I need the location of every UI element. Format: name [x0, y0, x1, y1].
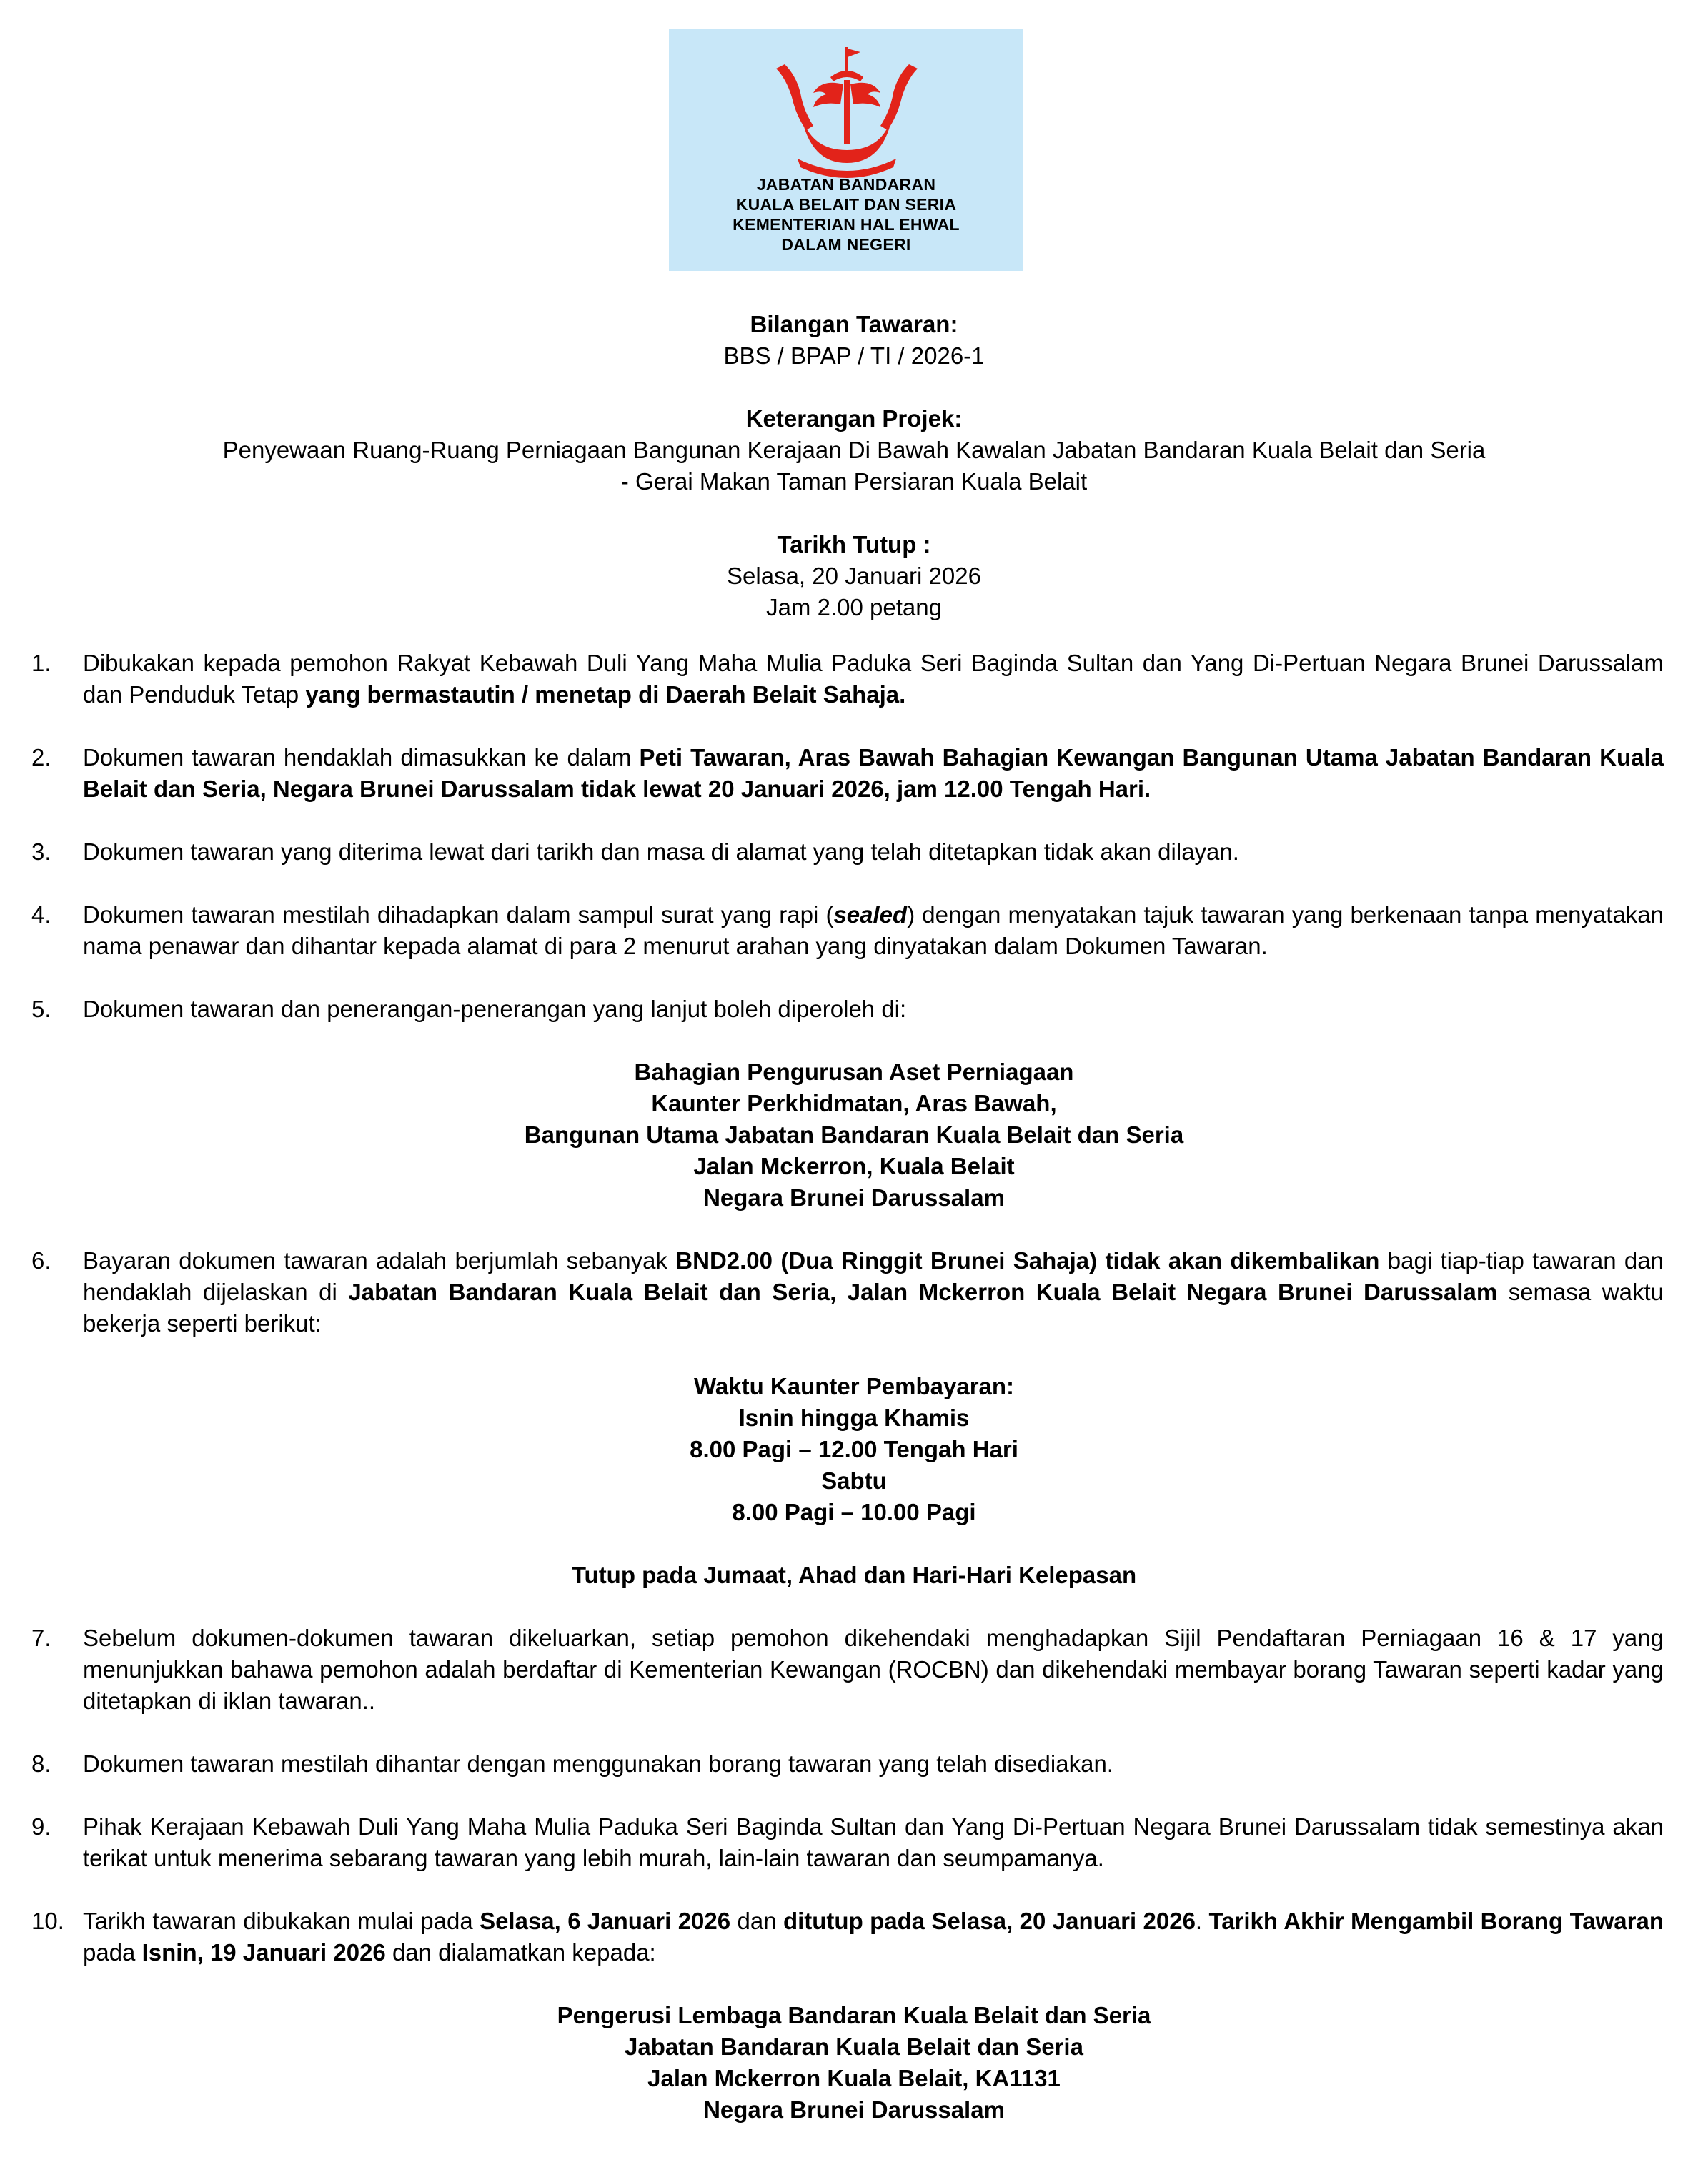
bold-text: Selasa, 6 Januari 2026 — [480, 1908, 731, 1934]
clause-number: 9. — [31, 1813, 51, 1840]
text: Dibukakan kepada pemohon Rakyat Kebawah Duli Yang Maha Mulia Paduka Seri Baginda Sultan dan Yang Di-Pertuan Negara Brunei Darussalam dan Penduduk Tetap — [83, 650, 1664, 708]
tender-number-label: Bilangan Tawaran: — [750, 311, 958, 337]
clause-text: Pihak Kerajaan Kebawah Duli Yang Maha Mulia Paduka Seri Baginda Sultan dan Yang Di-Pertuan Negara Brunei Darussalam tidak semestinya akan terikat untuk menerima sebarang tawaran yang lebih murah, lain-lain tawaran dan seumpamanya. — [83, 1813, 1664, 1871]
clause-number: 3. — [31, 838, 51, 865]
clause-text: Dokumen tawaran mestilah dihantar dengan menggunakan borang tawaran yang telah disediakan. — [83, 1750, 1113, 1777]
text: . — [1195, 1908, 1209, 1934]
info-address-block — [0, 1056, 1708, 1214]
logo-line: KEMENTERIAN HAL EHWAL — [733, 215, 960, 234]
text: ) dengan menyatakan tajuk tawaran yang berkenaan tanpa menyatakan nama penawar dan dihantar kepada alamat di para 2 menurut arahan yang dinyatakan dalam Dokumen Tawaran. — [83, 901, 1664, 959]
clause-list — [0, 648, 1708, 2157]
clause-number: 10. — [31, 1908, 64, 1934]
clause-text: Sebelum dokumen-dokumen tawaran dikeluarkan, setiap pemohon dikehendaki menghadapkan Sijil Pendaftaran Perniagaan 16 & 17 yang menunjukkan bahawa pemohon adalah berdaftar di Kementerian Kewangan (ROCBN) dan dikehendaki membayar borang Tawaran seperti kadar yang ditetapkan di iklan tawaran.. — [83, 1625, 1664, 1714]
clause-text — [83, 742, 1664, 805]
clause-text — [83, 899, 1664, 962]
bold-italic-text: sealed — [833, 901, 908, 928]
closed-days-note: Tutup pada Jumaat, Ahad dan Hari-Hari Kelepasan — [571, 1562, 1137, 1588]
clause-number: 5. — [31, 996, 51, 1022]
text: Dokumen tawaran mestilah dihadapkan dalam sampul surat yang rapi ( — [83, 901, 834, 928]
text: dan — [730, 1908, 783, 1934]
clause-text — [83, 1906, 1664, 1968]
address-line: Jabatan Bandaran Kuala Belait dan Seria — [625, 2033, 1083, 2060]
clause-5 — [0, 994, 1708, 1025]
closing-date-label: Tarikh Tutup : — [777, 531, 931, 558]
address-line: Bahagian Pengurusan Aset Perniagaan — [634, 1059, 1074, 1085]
bold-text: Jabatan Bandaran Kuala Belait dan Seria, Jalan Mckerron Kuala Belait Negara Brunei Darussalam — [348, 1279, 1498, 1305]
clause-number: 6. — [31, 1247, 51, 1274]
clause-number: 4. — [31, 901, 51, 928]
address-line: Bangunan Utama Jabatan Bandaran Kuala Belait dan Seria — [524, 1121, 1184, 1148]
clause-number: 2. — [31, 744, 51, 771]
clause-9 — [0, 1811, 1708, 1874]
address-line: Kaunter Perkhidmatan, Aras Bawah, — [651, 1090, 1057, 1116]
clause-number: 1. — [31, 650, 51, 676]
address-line: Negara Brunei Darussalam — [703, 2096, 1005, 2123]
bold-text: Isnin, 19 Januari 2026 — [141, 1939, 386, 1966]
clause-7 — [0, 1622, 1708, 1717]
logo-line: DALAM NEGERI — [781, 235, 911, 254]
closing-date: Selasa, 20 Januari 2026 — [727, 563, 981, 589]
hours-line: Isnin hingga Khamis — [738, 1404, 970, 1431]
clause-text — [83, 1245, 1664, 1339]
clause-2 — [0, 742, 1708, 805]
hours-line: 8.00 Pagi – 10.00 Pagi — [732, 1499, 976, 1525]
logo-line: KUALA BELAIT DAN SERIA — [735, 195, 957, 214]
department-logo — [669, 29, 1023, 271]
notice-header — [0, 309, 1708, 623]
brunei-crest-icon — [772, 43, 922, 179]
text: semasa waktu bekerja seperti berikut: — [83, 1279, 1664, 1337]
hours-line: 8.00 Pagi – 12.00 Tengah Hari — [690, 1436, 1018, 1462]
hours-line: Waktu Kaunter Pembayaran: — [693, 1373, 1015, 1399]
address-line: Negara Brunei Darussalam — [703, 1184, 1005, 1211]
address-line: Pengerusi Lembaga Bandaran Kuala Belait dan Seria — [557, 2002, 1151, 2028]
recipient-address-block — [0, 2000, 1708, 2126]
clause-1 — [0, 648, 1708, 710]
clause-10 — [0, 1906, 1708, 1968]
clause-number: 8. — [31, 1750, 51, 1777]
clause-4 — [0, 899, 1708, 962]
text: bagi tiap-tiap tawaran dan hendaklah dijelaskan di — [83, 1247, 1664, 1305]
bold-text: yang bermastautin / menetap di Daerah Belait Sahaja. — [305, 681, 906, 708]
payment-hours-block — [0, 1371, 1708, 1528]
closing-time: Jam 2.00 petang — [766, 594, 942, 620]
bold-text: Tarikh Akhir Mengambil Borang Tawaran — [1208, 1908, 1664, 1934]
hours-line: Sabtu — [821, 1467, 887, 1494]
text: Dokumen tawaran hendaklah dimasukkan ke dalam — [83, 744, 640, 771]
address-line: Jalan Mckerron Kuala Belait, KA1131 — [647, 2065, 1061, 2091]
clause-text — [83, 648, 1664, 710]
project-description-sub: - Gerai Makan Taman Persiaran Kuala Belait — [620, 468, 1088, 495]
tender-number: BBS / BPAP / TI / 2026-1 — [723, 342, 985, 369]
text: Tarikh tawaran dibukakan mulai pada — [83, 1908, 480, 1934]
text: dan dialamatkan kepada: — [385, 1939, 656, 1966]
address-line: Jalan Mckerron, Kuala Belait — [693, 1153, 1015, 1179]
text: pada — [83, 1939, 142, 1966]
logo-text — [669, 174, 1023, 254]
project-description: Penyewaan Ruang-Ruang Perniagaan Bangunan Kerajaan Di Bawah Kawalan Jabatan Bandaran Kuala Belait dan Seria — [222, 437, 1486, 463]
clause-text: Dokumen tawaran yang diterima lewat dari tarikh dan masa di alamat yang telah ditetapkan tidak akan dilayan. — [83, 838, 1239, 865]
bold-text: ditutup pada Selasa, 20 Januari 2026 — [783, 1908, 1196, 1934]
clause-3 — [0, 836, 1708, 868]
clause-text: Dokumen tawaran dan penerangan-penerangan yang lanjut boleh diperoleh di: — [83, 996, 907, 1022]
clause-6 — [0, 1245, 1708, 1339]
logo-line: JABATAN BANDARAN — [756, 175, 936, 194]
project-label: Keterangan Projek: — [745, 405, 963, 432]
bold-text: BND2.00 (Dua Ringgit Brunei Sahaja) tidak akan dikembalikan — [675, 1247, 1380, 1274]
clause-number: 7. — [31, 1625, 51, 1651]
bold-text: Peti Tawaran, Aras Bawah Bahagian Kewangan Bangunan Utama Jabatan Bandaran Kuala Belait dan Seria, Negara Brunei Darussalam tidak lewat 20 Januari 2026, jam 12.00 Tengah Hari. — [83, 744, 1664, 802]
text: Bayaran dokumen tawaran adalah berjumlah sebanyak — [83, 1247, 676, 1274]
clause-8 — [0, 1748, 1708, 1780]
